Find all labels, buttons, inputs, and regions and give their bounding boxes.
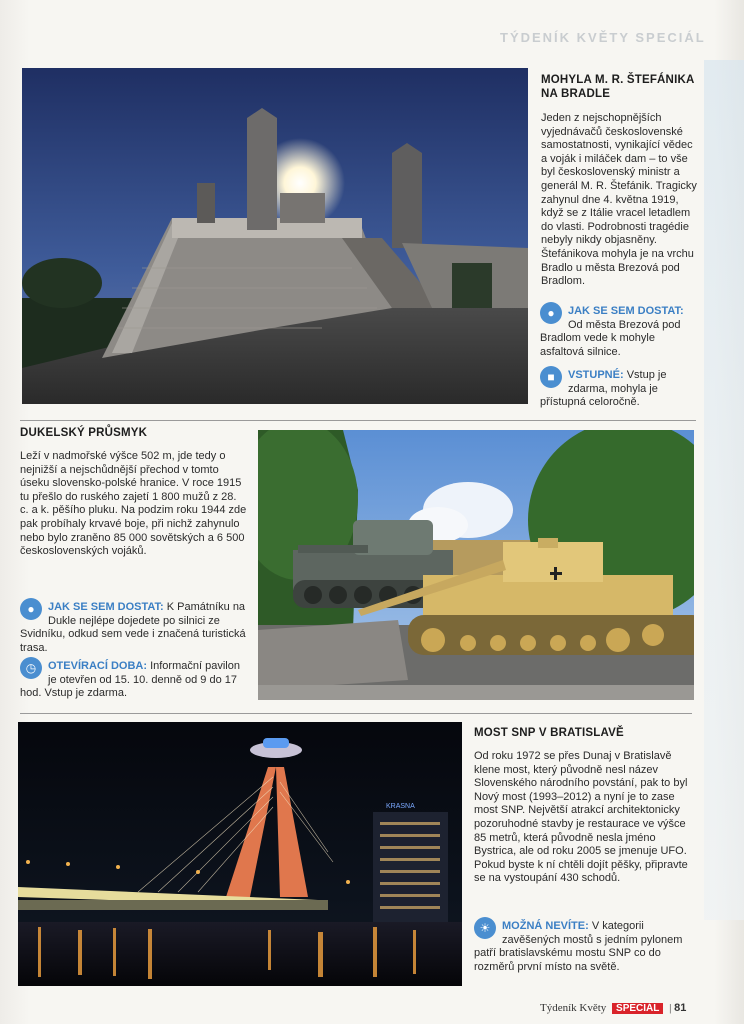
section-divider-1	[20, 420, 696, 421]
header-ghost-text: TÝDENÍK KVĚTY SPECIÁL	[500, 30, 706, 45]
section3-body: Od roku 1972 se přes Dunaj v Bratislavě klene most, který původně nesl název Slovenského národního povstání, pak to byl Nový most (1993–2012) a nyní je to zase most SNP. Největší atrakcí architektonicky pozoruhodné stavby je restaurace ve výšce 85 metrů, která původně nesla jméno Bystrica, ale od roku 2005 se jmenuje UFO. Pokud byste k ní chtěli dojít pěšky, připravte se na vystoupání 430 schodů.	[474, 750, 688, 885]
section1-info-access-text: Od města Brezová pod Bradlom vede k mohyle asfaltová silnice.	[540, 318, 681, 358]
car-icon: ●	[20, 598, 42, 620]
footer-separator: |	[669, 1002, 672, 1014]
section2-info-access-label: JAK SE SEM DOSTAT:	[48, 601, 164, 613]
side-decoration	[704, 60, 744, 920]
page-footer	[540, 1002, 686, 1014]
section2-info-hours-label: OTEVÍRACÍ DOBA:	[48, 660, 147, 672]
section1-info-access-label: JAK SE SEM DOSTAT:	[568, 305, 684, 317]
footer-special: SPECIÁL	[612, 1003, 663, 1014]
section1-info-entry	[540, 369, 700, 410]
photo-dukla-tanks	[258, 430, 694, 700]
building-sign: KRASNA	[386, 803, 415, 810]
clock-icon: ◷	[20, 657, 42, 679]
section3-info-label: MOŽNÁ NEVÍTE:	[502, 920, 589, 932]
footer-brand: Týdeník Květy	[540, 1002, 607, 1014]
section2-info-hours-text: Informační pavilon je otevřen od 15. 10. denně od 9 do 17 hod. Vstup je zdarma.	[20, 660, 240, 700]
section-divider-2	[20, 713, 692, 714]
section3-info-didyouknow	[474, 920, 696, 974]
section2-title: DUKELSKÝ PRŮSMYK	[20, 427, 148, 439]
section2-info-access-text: K Památníku na Dukle nejlépe dojedete po silnici ze Svidníku, odkud sem vede i značená turistická trasa.	[20, 601, 246, 654]
section2-info-access	[20, 601, 250, 655]
section2-body: Leží v nadmořské výšce 502 m, jde tedy o nejnižší a nejschůdnější přechod v tomto úseku slovensko-polské hranice. V roce 1915 tu přešlo do ruského zajetí 1 800 mužů z 28. c. a k. pěšího pluku. Na podzim roku 1944 zde pak probíhaly krvavé boje, při nichž zahynulo nebo bylo zraněno 85 000 sovětských a 6 500 československých vojáků.	[20, 450, 247, 558]
section1-info-entry-text: Vstup je zdarma, mohyla je přístupná celoročně.	[540, 369, 667, 409]
section3-info-text: V kategorii zavěšených mostů s jedním pylonem patří bratislavskému mostu SNP co do rozměrů první místo na světě.	[474, 920, 683, 973]
section3-title: MOST SNP V BRATISLAVĚ	[474, 727, 624, 739]
section1-body: Jeden z nejschopnějších vyjednávačů československé samostatnosti, vynikající vědec a voják i miláček dam – to vše byl československý ministr a generál M. R. Štefánik. Tragicky zahynul dne 4. května 1919, když se z Itálie vracel letadlem do vlasti. Podrobnosti tragédie nebyly nikdy objasněny. Štefánikova mohyla je na vrchu Bradlo u města Brezová pod Bradlom.	[541, 112, 697, 288]
photo-bridge-snp	[18, 722, 462, 986]
lightbulb-icon: ☀	[474, 917, 496, 939]
ticket-icon: ■	[540, 366, 562, 388]
car-icon: ●	[540, 302, 562, 324]
section1-info-entry-label: VSTUPNÉ:	[568, 369, 624, 381]
section1-title: MOHYLA M. R. ŠTEFÁNIKA NA BRADLE	[541, 74, 695, 100]
photo-stefanik-mound	[22, 68, 528, 404]
section1-info-access	[540, 305, 700, 359]
section2-info-hours	[20, 660, 250, 701]
page-number: 81	[674, 1002, 687, 1014]
